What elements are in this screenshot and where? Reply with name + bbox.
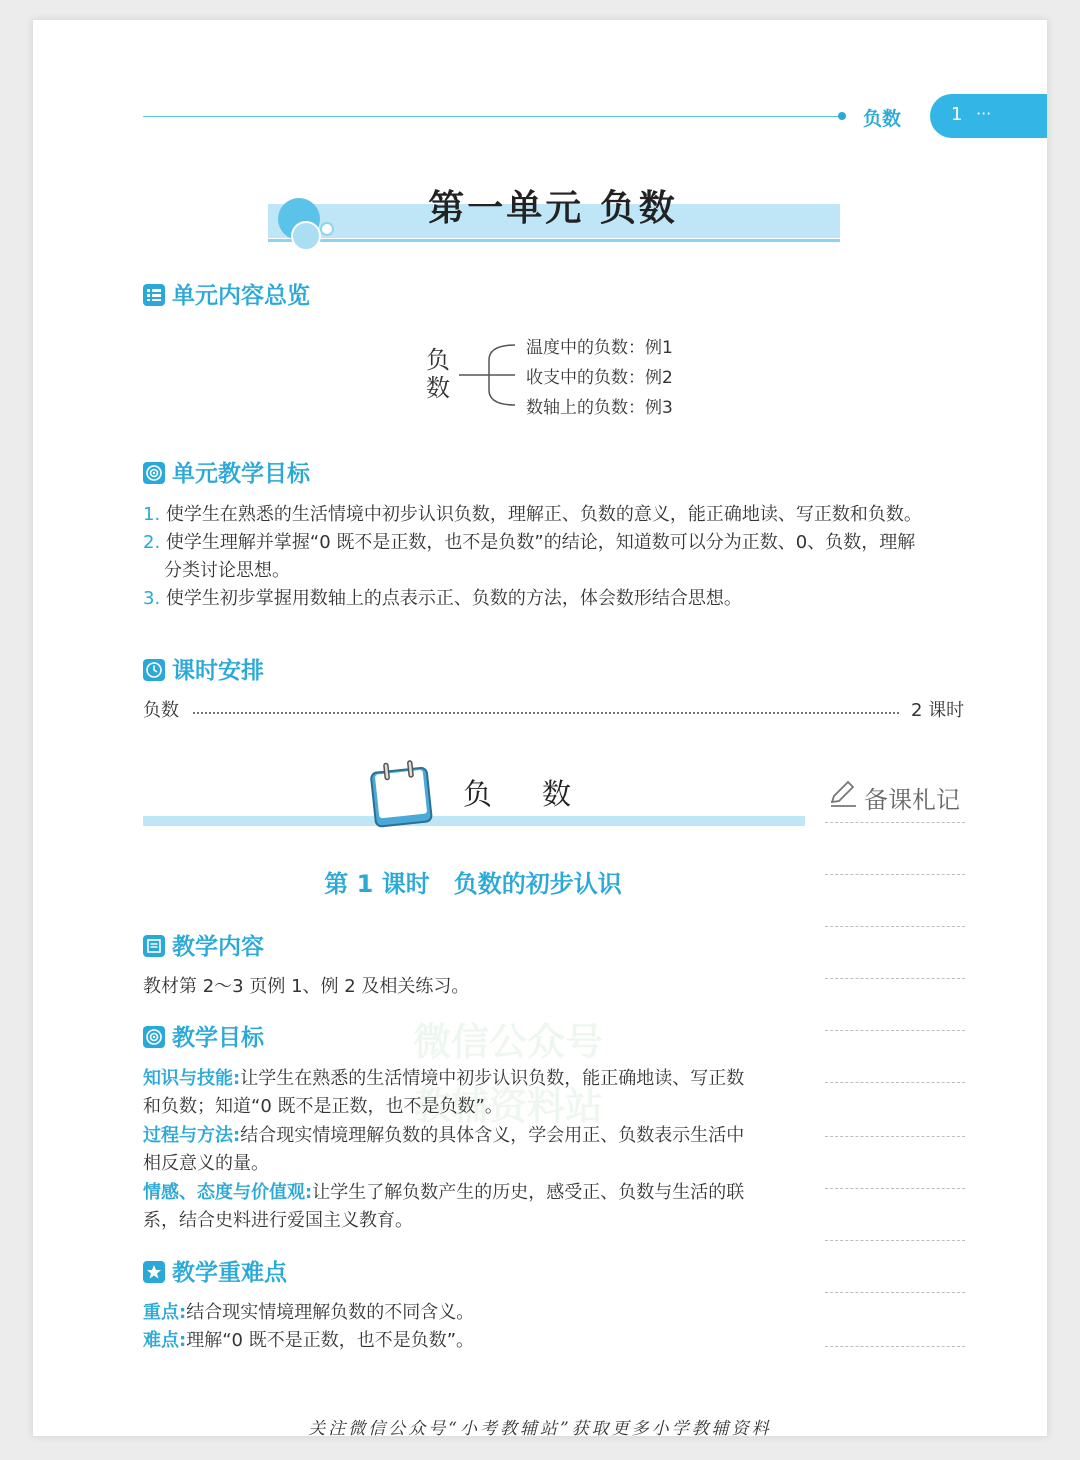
footer-note: 关注微信公众号“小考教辅站”获取更多小学教辅资料 — [308, 1419, 772, 1439]
section-heading-label: 教学目标 — [172, 1025, 264, 1051]
unit-title: 第一单元 负数 — [428, 187, 678, 229]
note-line — [825, 1082, 965, 1083]
objective-item: 知识与技能:让学生在熟悉的生活情境中初步认识负数，能正确地读、写正数 — [143, 1068, 745, 1089]
header-rule — [143, 116, 843, 117]
lesson-banner-band — [143, 816, 805, 826]
section-heading-label: 教学内容 — [172, 934, 264, 960]
section-heading-overview — [143, 281, 310, 311]
pencil-icon — [828, 778, 858, 808]
dot-leader — [193, 712, 899, 714]
tree-root: 负数 — [426, 346, 450, 402]
note-line — [825, 1240, 965, 1241]
goal-item: 2. 使学生理解并掌握“0 既不是正数，也不是负数”的结论，知道数可以分为正数、0、负数，理解 — [143, 532, 916, 553]
note-line — [825, 822, 965, 823]
section-heading-schedule — [143, 656, 264, 686]
notebook-icon — [365, 758, 439, 830]
section-heading-label: 教学重难点 — [172, 1260, 287, 1286]
section-heading-objectives — [143, 1023, 264, 1053]
note-line — [825, 1346, 965, 1347]
lesson-banner-title: 负数 — [463, 777, 622, 811]
note-line — [825, 1136, 965, 1137]
tree-item: 收支中的负数：例2 — [526, 368, 673, 388]
section-heading-goals — [143, 459, 310, 489]
star-icon — [143, 1261, 165, 1283]
objective-item-continued: 相反意义的量。 — [143, 1153, 269, 1174]
note-line — [825, 1292, 965, 1293]
unit-title-underline — [268, 239, 840, 242]
header-section-title: 负数 — [863, 108, 902, 130]
lesson-title: 第 1 课时 负数的初步认识 — [324, 870, 622, 898]
note-line — [825, 874, 965, 875]
objective-item-continued: 系，结合史料进行爱国主义教育。 — [143, 1210, 413, 1231]
goal-item-continued: 分类讨论思想。 — [164, 560, 290, 581]
note-line — [825, 1030, 965, 1031]
difficult-point: 难点:理解“0 既不是正数，也不是负数”。 — [143, 1330, 475, 1351]
note-line — [825, 978, 965, 979]
clock-icon — [143, 659, 165, 681]
document-icon — [143, 935, 165, 957]
target-icon — [143, 462, 165, 484]
section-heading-content — [143, 932, 264, 962]
page-number: 1 — [951, 104, 963, 125]
section-heading-label: 单元教学目标 — [172, 461, 310, 487]
section-heading-label: 单元内容总览 — [172, 283, 310, 309]
goal-item: 3. 使学生初步掌握用数轴上的点表示正、负数的方法，体会数形结合思想。 — [143, 588, 742, 609]
section-heading-label: 课时安排 — [172, 658, 264, 684]
schedule-item: 负数 — [143, 700, 179, 721]
list-icon — [143, 284, 165, 306]
content-text: 教材第 2～3 页例 1、例 2 及相关练习。 — [143, 976, 470, 997]
document-page — [33, 20, 1047, 1439]
objective-item-continued: 和负数；知道“0 既不是正数，也不是负数”。 — [143, 1096, 503, 1117]
watermark: 微信公众号 教辅资料站 — [413, 1020, 604, 1128]
note-line — [825, 1188, 965, 1189]
note-line — [825, 926, 965, 927]
schedule-hours: 2 课时 — [911, 700, 965, 721]
key-point: 重点:结合现实情境理解负数的不同含义。 — [143, 1302, 475, 1323]
header-dot — [838, 112, 846, 120]
tree-item: 数轴上的负数：例3 — [526, 398, 673, 418]
tree-item: 温度中的负数：例1 — [526, 338, 673, 358]
target-icon — [143, 1026, 165, 1048]
objective-item: 情感、态度与价值观:让学生了解负数产生的历史，感受正、负数与生活的联 — [143, 1182, 745, 1203]
objective-item: 过程与方法:结合现实情境理解负数的具体含义，学会用正、负数表示生活中 — [143, 1125, 745, 1146]
page-dots: ··· — [976, 104, 992, 123]
section-heading-keypoints — [143, 1258, 287, 1288]
goal-item: 1. 使学生在熟悉的生活情境中初步认识负数，理解正、负数的意义，能正确地读、写正数和负数。 — [143, 504, 922, 525]
tree-brace — [457, 340, 517, 410]
notes-heading: 备课札记 — [864, 786, 960, 814]
